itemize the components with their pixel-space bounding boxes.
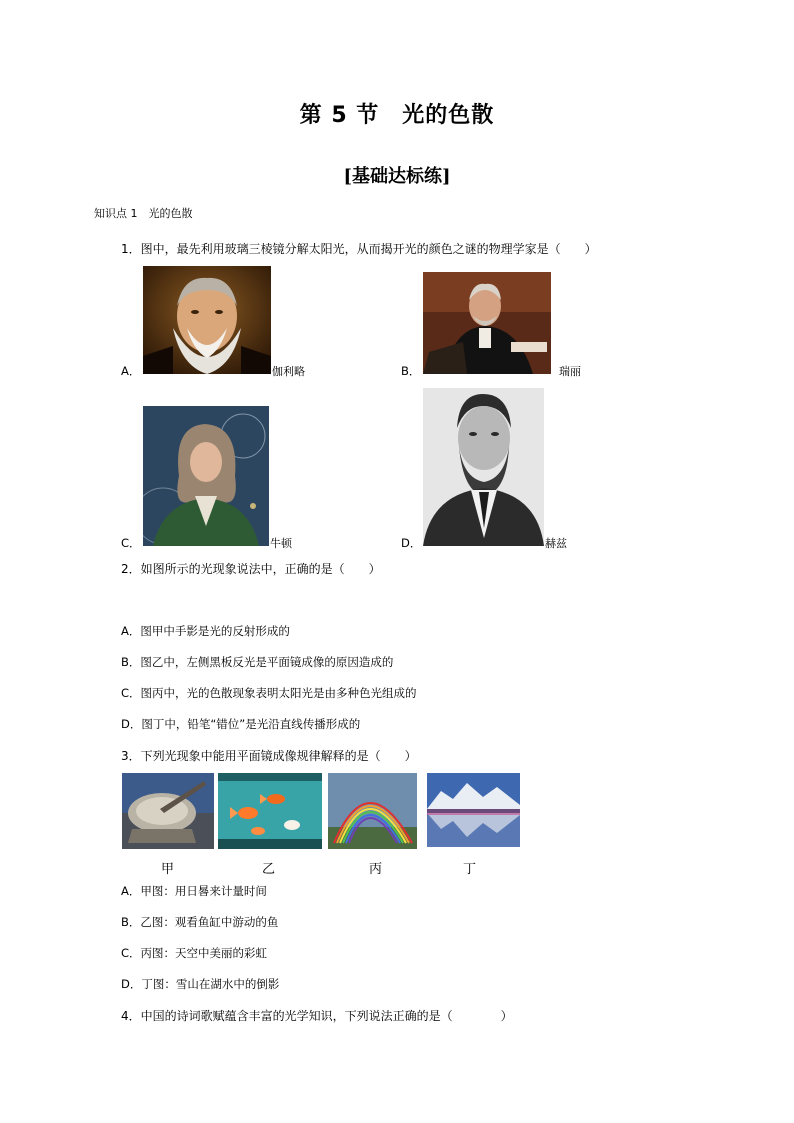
- section-subtitle: [基础达标练]: [343, 166, 451, 187]
- q2-option-c: C．图丙中，光的色散现象表明太阳光是由多种色光组成的: [121, 686, 417, 700]
- rainbow-image: [328, 773, 417, 849]
- hertz-portrait: [423, 388, 544, 546]
- q1-option-a-name: 伽利略: [272, 365, 305, 378]
- q1-option-c-name: 牛顿: [270, 537, 292, 550]
- question-1-stem: 1．图中，最先利用玻璃三棱镜分解太阳光，从而揭开光的颜色之谜的物理学家是（ ）: [121, 242, 597, 256]
- galileo-portrait: [143, 266, 271, 374]
- q1-option-b-letter: B．: [401, 364, 421, 378]
- q1-option-d-letter: D．: [401, 536, 422, 550]
- q1-option-c-letter: C．: [121, 536, 141, 550]
- newton-portrait: [143, 406, 269, 546]
- q3-option-c: C．丙图：天空中美丽的彩虹: [121, 946, 268, 960]
- q1-option-a-letter: A．: [121, 364, 141, 378]
- q2-option-a: A．图甲中手影是光的反射形成的: [121, 624, 290, 638]
- q1-option-b-name: 瑞丽: [559, 365, 581, 378]
- question-4-stem: 4．中国的诗词歌赋蕴含丰富的光学知识，下列说法正确的是（ ）: [121, 1009, 513, 1023]
- rayleigh-portrait: [423, 272, 551, 374]
- sundial-image: [122, 773, 214, 849]
- question-3-stem: 3．下列光现象中能用平面镜成像规律解释的是（ ）: [121, 749, 417, 763]
- image-label-jia: 甲: [161, 862, 175, 877]
- q3-option-d: D．丁图：雪山在湖水中的倒影: [121, 977, 280, 991]
- knowledge-point-label: 知识点 1 光的色散: [94, 207, 193, 220]
- page-title: 第 5 节 光的色散: [299, 103, 495, 128]
- image-label-yi: 乙: [262, 862, 276, 877]
- q1-option-d-name: 赫兹: [545, 537, 567, 550]
- q2-option-b: B．图乙中，左侧黑板反光是平面镜成像的原因造成的: [121, 655, 394, 669]
- q3-option-a: A．甲图：用日晷来计量时间: [121, 884, 267, 898]
- q2-option-d: D．图丁中，铅笔“错位”是光沿直线传播形成的: [121, 717, 361, 731]
- image-label-ding: 丁: [463, 862, 477, 877]
- question-2-stem: 2．如图所示的光现象说法中，正确的是（ ）: [121, 562, 381, 576]
- image-label-bing: 丙: [369, 862, 383, 877]
- mountain-reflection-image: [427, 773, 520, 847]
- fish-tank-image: [218, 773, 322, 849]
- q3-option-b: B．乙图：观看鱼缸中游动的鱼: [121, 915, 279, 929]
